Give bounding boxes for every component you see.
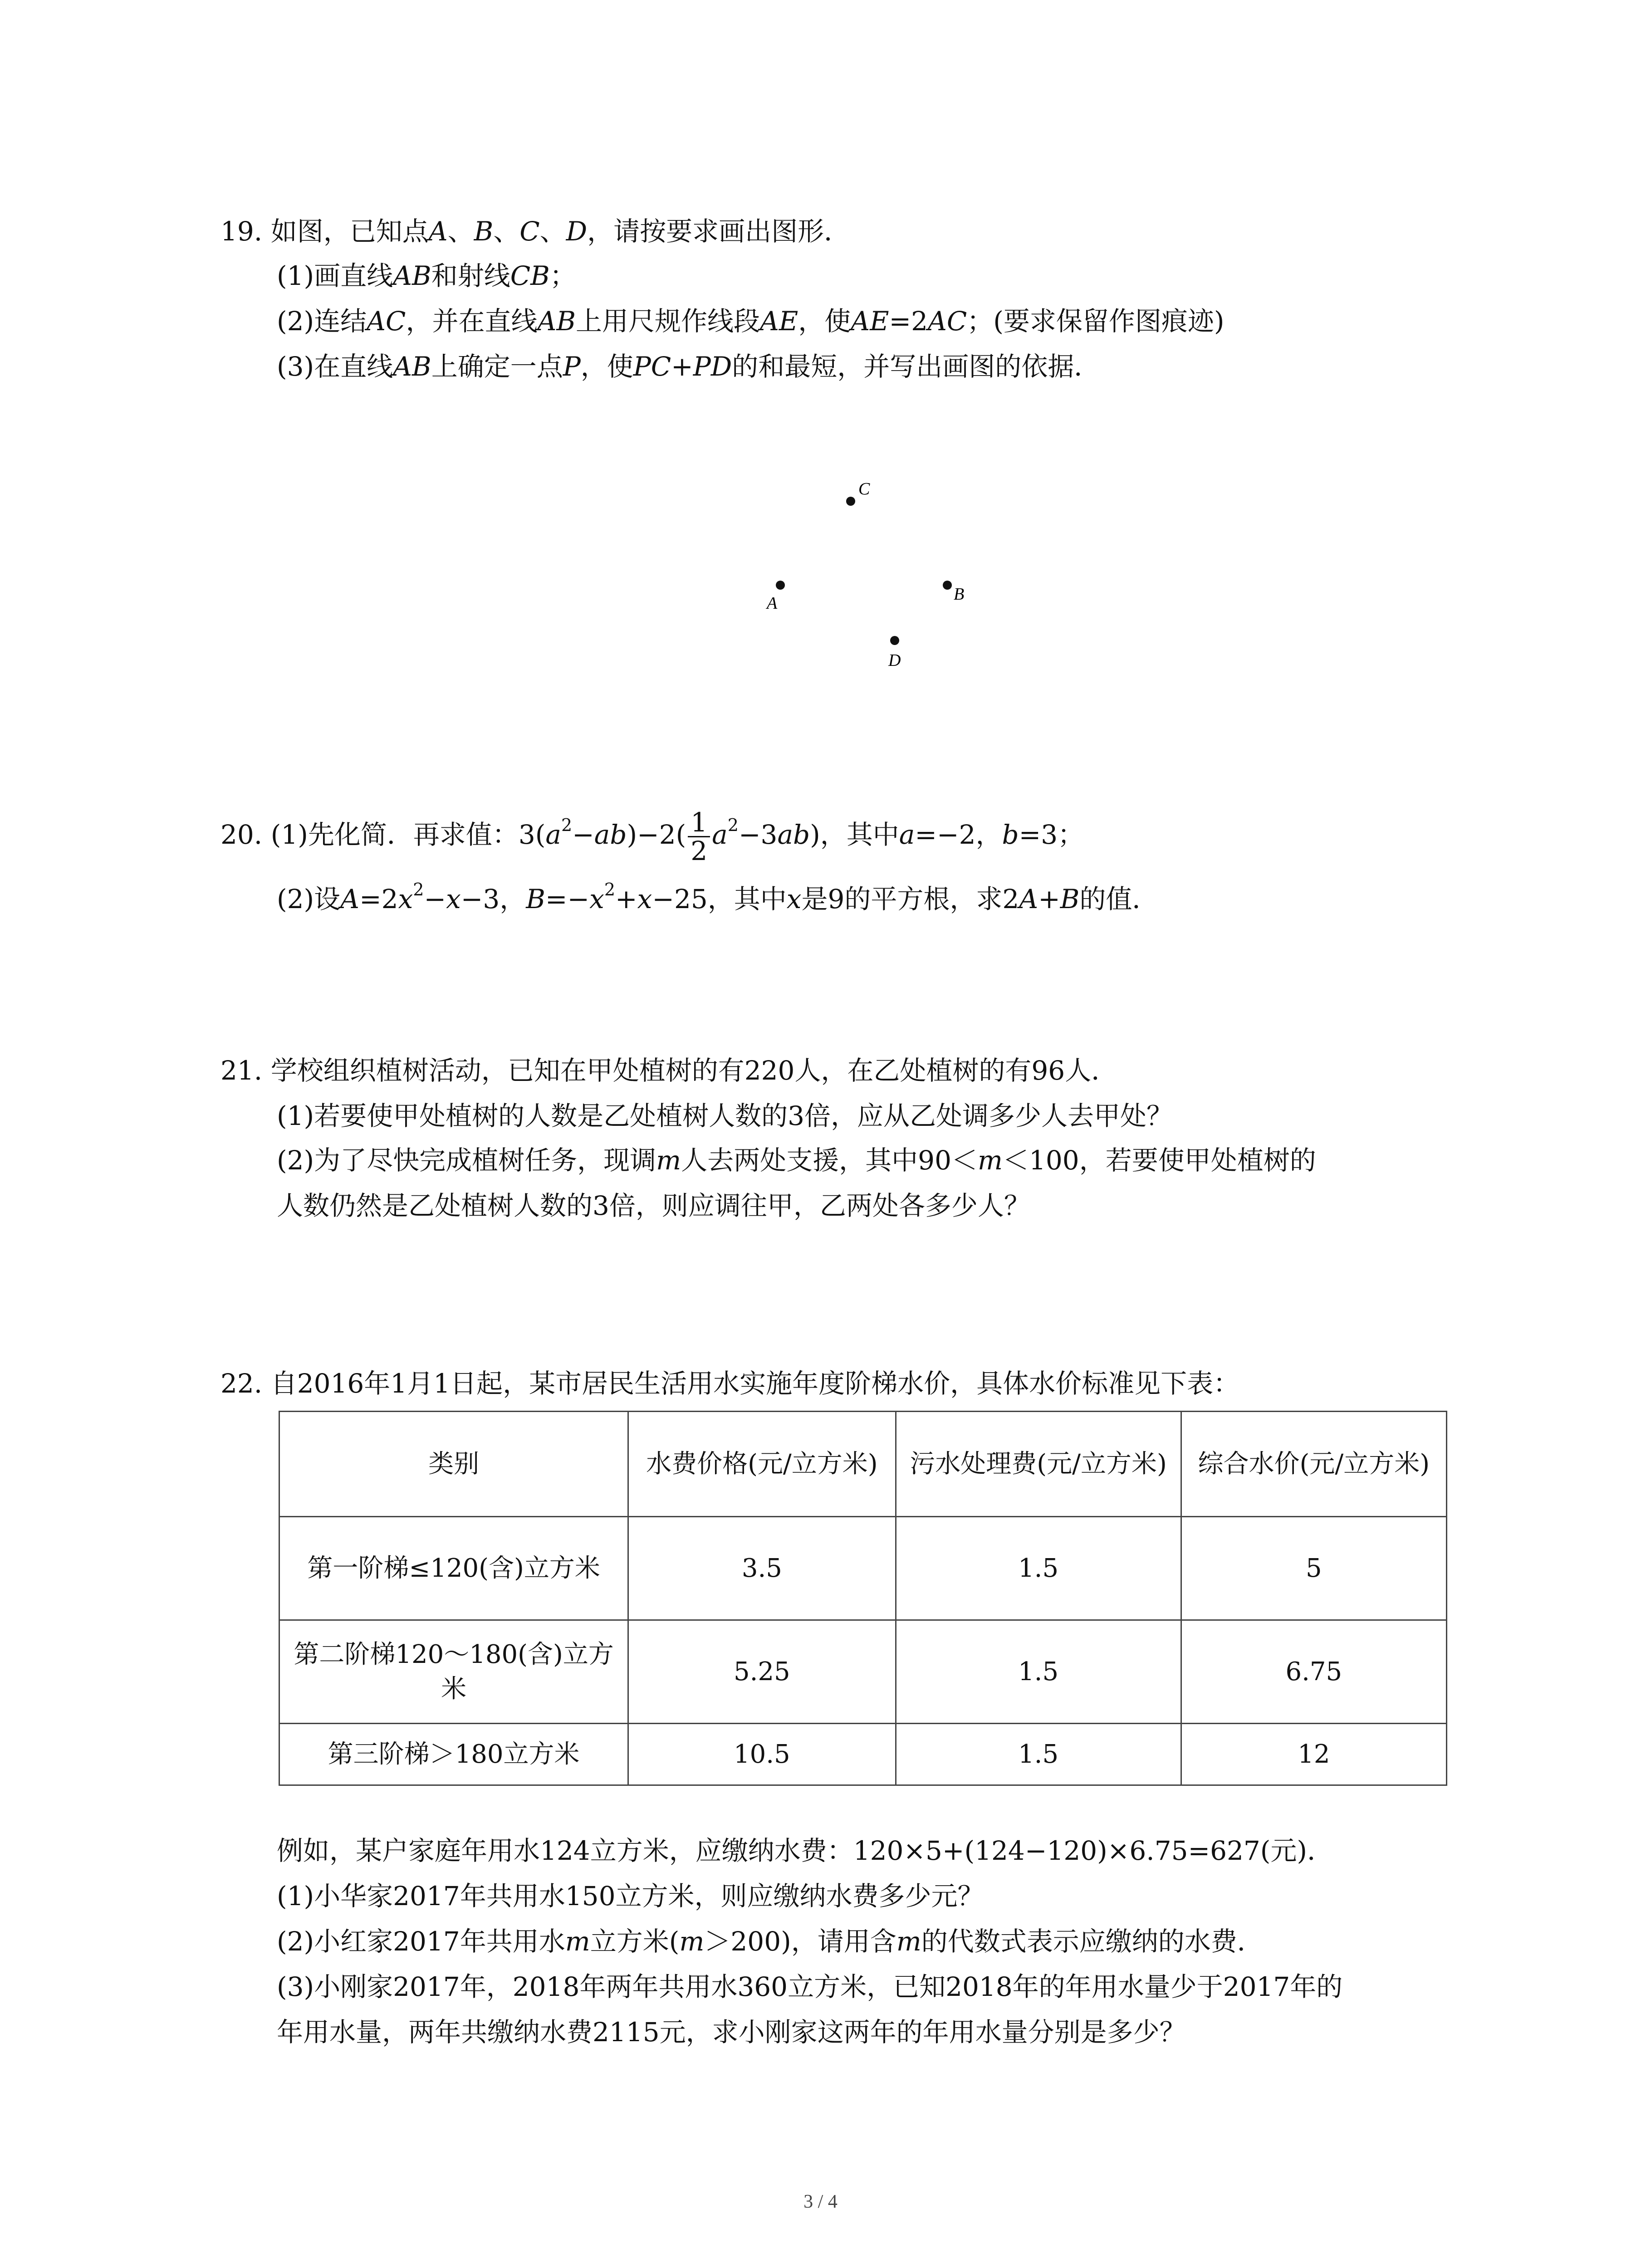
table-row [279,1517,1447,1620]
q22-part1: (1)小华家2017年共用水150立方米，则应缴纳水费多少元？ [277,1881,984,1911]
q20-part1: 20. (1)先化简．再求值：$3(a^2-ab)-2$( $\frac{1}{2}$ $a^2-3ab$)，其中a=−2，b=3； [220,807,1084,867]
q22-stem: 22. 自2016年1月1日起，某市居民生活用水实施年度阶梯水价，具体水价标准见下表： [220,1368,1240,1399]
table-row [279,1620,1447,1724]
label-B: B [954,585,965,604]
q19-part1: (1)画直线AB和射线CB； [277,260,576,291]
table-header-cell: 水费价格(元/立方米) [628,1412,896,1517]
q22-part3-line2: 年用水量，两年共缴纳水费2115元，求小刚家这两年的年用水量分别是多少？ [277,2017,1186,2048]
table-row [279,1724,1447,1785]
q22-part3: (3)小刚家2017年，2018年两年共用水360立方米，已知2018年的年用水量少于2017年的 [277,1971,1343,2002]
table-cell: 第一阶梯≤120(含)立方米 [279,1517,628,1620]
water-price-table [279,1411,1447,1786]
q19-part3: (3)在直线AB上确定一点P，使PC+PD的和最短，并写出画图的依据． [277,351,1101,382]
page-number: 3 / 4 [803,2191,838,2212]
table-cell: 第二阶梯120～180(含)立方米 [279,1620,628,1724]
table-cell: 第三阶梯＞180立方米 [279,1724,628,1785]
label-D: D [888,651,901,670]
table-cell: 10.5 [628,1724,896,1785]
table-header-cell: 污水处理费(元/立方米) [896,1412,1181,1517]
table-cell: 1.5 [896,1517,1181,1620]
table-cell: 12 [1181,1724,1446,1785]
q21-part1: (1)若要使甲处植树的人数是乙处植树人数的3倍，应从乙处调多少人去甲处？ [277,1100,1173,1131]
table-cell: 5 [1181,1517,1446,1620]
q21-part2-line2: 人数仍然是乙处植树人数的3倍，则应调往甲，乙两处各多少人？ [277,1190,1030,1221]
q20-part2: (2)设$A=2x^2-x-3$，$B=-x^2+x-25$，其中x是9的平方根，求2A+B的值． [277,880,1159,914]
point-C [846,497,855,506]
q21-stem: 21. 学校组织植树活动，已知在甲处植树的有220人，在乙处植树的有96人． [220,1055,1118,1086]
q19-stem: 19. 如图，已知点A、B、C、D，请按要求画出图形． [220,216,851,247]
q21-part2: (2)为了尽快完成植树任务，现调m人去两处支援，其中90＜m＜100，若要使甲处植树的 [277,1145,1316,1176]
table-header-row [279,1412,1447,1517]
table-cell: 1.5 [896,1724,1181,1785]
point-D [890,636,899,645]
fraction-one-half: $\frac{1}{2}$ [688,809,710,865]
q22-example: 例如，某户家庭年用水124立方米，应缴纳水费：120×5+(124−120)×6.75=627(元)． [277,1835,1334,1866]
point-B [943,581,952,590]
q19-part2: (2)连结AC，并在直线AB上用尺规作线段AE，使AE=2AC；(要求保留作图痕迹) [277,306,1225,337]
table-cell: 6.75 [1181,1620,1446,1724]
table-header-cell: 类别 [279,1412,628,1517]
label-C: C [858,479,870,499]
q22-part2: (2)小红家2017年共用水m立方米(m＞200)，请用含m的代数式表示应缴纳的水费． [277,1926,1264,1957]
q19-figure [699,472,1016,708]
label-A: A [767,594,778,613]
table-header-cell: 综合水价(元/立方米) [1181,1412,1446,1517]
table-cell: 5.25 [628,1620,896,1724]
table-cell: 1.5 [896,1620,1181,1724]
point-A [776,581,785,590]
table-cell: 3.5 [628,1517,896,1620]
